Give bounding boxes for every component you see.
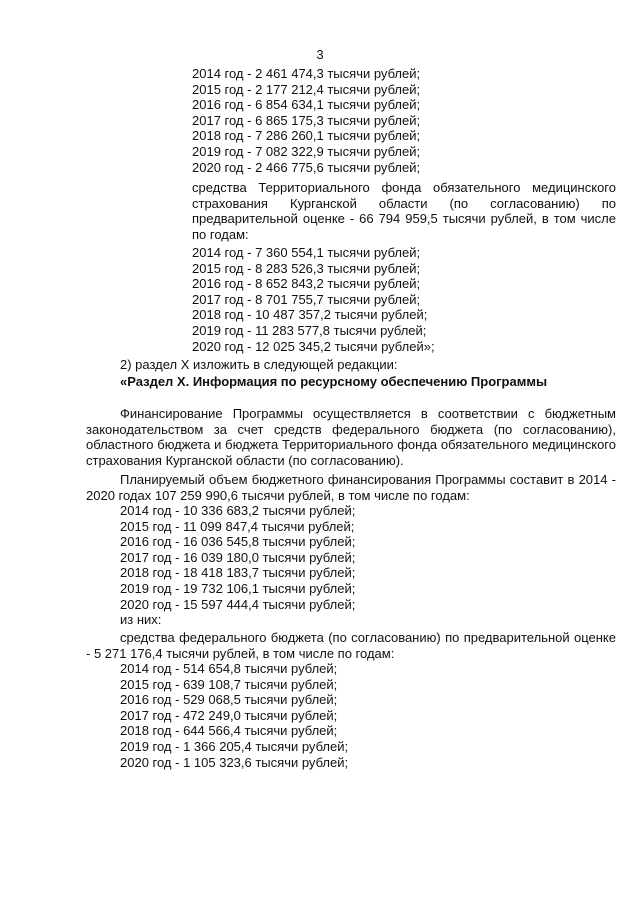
list-item: 2017 год - 8 701 755,7 тысячи рублей; [192, 291, 421, 307]
list-item: 2017 год - 6 865 175,3 тысячи рублей; [192, 112, 421, 128]
list-item: 2019 год - 1 366 205,4 тысячи рублей; [120, 738, 349, 754]
list-item: 2017 год - 472 249,0 тысячи рублей; [120, 707, 338, 723]
list-item: 2018 год - 7 286 260,1 тысячи рублей; [192, 128, 421, 144]
list-item: 2020 год - 15 597 444,4 тысячи рублей; [120, 596, 356, 612]
list-item: 2014 год - 10 336 683,2 тысячи рублей; [120, 503, 356, 518]
funding-by-year-list-b [192, 245, 616, 354]
section-heading: «Раздел X. Информация по ресурсному обеспечению Программы [120, 374, 548, 389]
list-item: 2019 год - 19 732 106,1 тысячи рублей; [120, 580, 356, 596]
item-2-text: 2) раздел X изложить в следующей редакции: [120, 357, 398, 372]
funding-by-year-list-a [192, 66, 616, 175]
list-item: 2016 год - 16 036 545,8 тысячи рублей; [120, 534, 356, 550]
fund-paragraph: средства Территориального фонда обязательного медицинского страхования Курганской области (по согласованию) по предварительной оценке - 66 794 959,5 тысячи рублей, в том числе по годам: [192, 180, 616, 242]
list-item: 2015 год - 11 099 847,4 тысячи рублей; [120, 518, 355, 534]
list-item: 2014 год - 7 360 554,1 тысячи рублей; [192, 245, 421, 260]
list-item: 2019 год - 7 082 322,9 тысячи рублей; [192, 143, 421, 159]
funding-by-year-list-d [120, 661, 616, 770]
list-item: 2014 год - 514 654,8 тысячи рублей; [120, 661, 338, 676]
list-item: 2020 год - 2 466 775,6 тысячи рублей; [192, 159, 421, 175]
page-number: 3 [316, 47, 324, 62]
planned-paragraph: Планируемый объем бюджетного финансирования Программы составит в 2014 - 2020 годах 107 259 990,6 тысячи рублей, в том числе по годам: [86, 472, 616, 503]
list-item: 2018 год - 18 418 183,7 тысячи рублей; [120, 565, 356, 581]
list-item: 2015 год - 2 177 212,4 тысячи рублей; [192, 81, 421, 97]
list-item: 2016 год - 6 854 634,1 тысячи рублей; [192, 97, 421, 113]
federal-paragraph: средства федерального бюджета (по согласованию) по предварительной оценке - 5 271 176,4 тысячи рублей, в том числе по годам: [86, 630, 616, 661]
list-item: 2020 год - 1 105 323,6 тысячи рублей; [120, 754, 349, 770]
funding-by-year-list-c [120, 503, 616, 628]
list-item: 2017 год - 16 039 180,0 тысячи рублей; [120, 549, 356, 565]
financing-paragraph: Финансирование Программы осуществляется в соответствии с бюджетным законодательством за счет средств федерального бюджета (по согласованию), областного бюджета и бюджета Территориального фонда обязательного медицинского страхования Курганской области (по согласованию). [86, 406, 616, 468]
list-item: 2014 год - 2 461 474,3 тысячи рублей; [192, 66, 421, 81]
list-item: 2016 год - 8 652 843,2 тысячи рублей; [192, 276, 421, 292]
list-item: 2015 год - 639 108,7 тысячи рублей; [120, 676, 338, 692]
list-item: 2018 год - 644 566,4 тысячи рублей; [120, 723, 338, 739]
list-item: 2016 год - 529 068,5 тысячи рублей; [120, 692, 338, 708]
list-item: 2015 год - 8 283 526,3 тысячи рублей; [192, 260, 421, 276]
list-item: 2019 год - 11 283 577,8 тысячи рублей; [192, 322, 427, 338]
list-item: 2018 год - 10 487 357,2 тысячи рублей; [192, 307, 428, 323]
list-item: 2020 год - 12 025 345,2 тысячи рублей»; [192, 338, 435, 354]
iz-nih-label: из них: [120, 612, 162, 628]
